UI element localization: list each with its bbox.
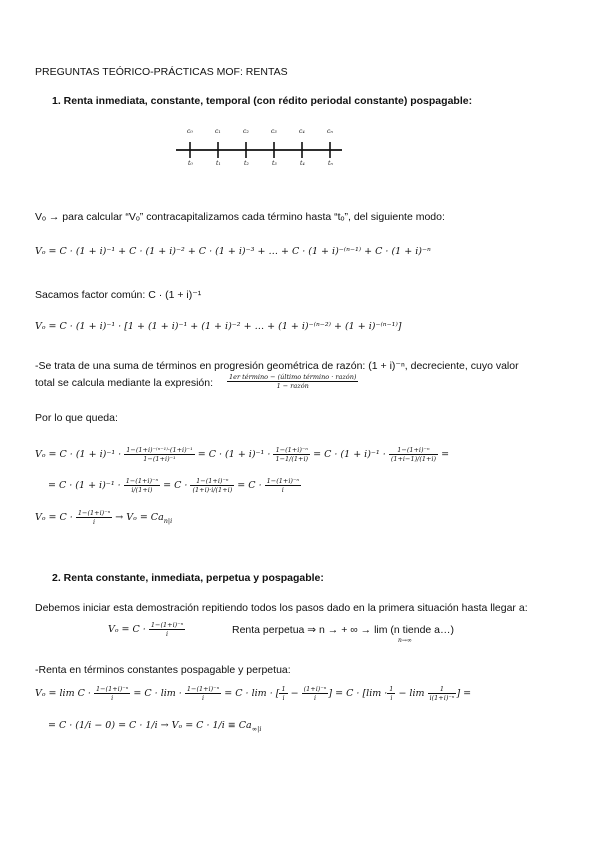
eq4-part-b: = C ·: [163, 480, 188, 491]
timeline-capital-2: c₂: [243, 128, 249, 135]
s2-eq-a-lhs: Vₒ = C ·: [108, 624, 146, 635]
timeline-diagram: [170, 124, 350, 174]
geo-text-2: total se calcula mediante la expresión:: [35, 377, 214, 389]
timeline-capital-0: c₀: [187, 128, 193, 135]
timeline-time-3: t₃: [272, 160, 277, 167]
eq5-subscript: n|i: [163, 516, 173, 525]
timeline-time-1: t₁: [216, 160, 221, 167]
s2-eq-b2: = C · lim ·: [133, 688, 182, 699]
eq5-part-b: → Vₒ = Ca: [115, 512, 164, 523]
eq5-frac: $\frac{\text{1−(1+i)⁻ⁿ}}{i}$: [77, 509, 111, 526]
eq3-part-b: = C · (1 + i)⁻¹ ·: [197, 449, 271, 460]
geo-text-1: -Se trata de una suma de términos en progresión geométrica de razón: (1 + i)⁻ⁿ, decreciente, cuyo valor: [35, 360, 519, 372]
perpetua-text: [232, 624, 454, 636]
eq3-frac-1: $\frac{\text{1−(1+i)⁻⁽ⁿ⁻¹⁾·(1+i)⁻¹}}{\text{1−(1+i)⁻¹}}$: [126, 446, 193, 463]
s2-eq-b-frac-4: $\frac{\text{(1+i)⁻ⁿ}}{i}$: [303, 685, 327, 702]
equation-5: [35, 509, 172, 526]
tends-text: (n tiende a…): [390, 624, 455, 636]
timeline-capital-1: c₁: [215, 128, 221, 135]
s2-eq-b-frac-1: $\frac{\text{1−(1+i)⁻ⁿ}}{i}$: [95, 685, 129, 702]
equation-3: [35, 446, 449, 463]
eq3-frac-2: $\frac{\text{1−(1+i)⁻ⁿ}}{1-1/(1+i)}$: [275, 446, 309, 463]
perpetua-label: Renta perpetua ⇒ n → + ∞ → lim: [232, 624, 388, 636]
section2-subheading: -Renta en términos constantes pospagable y perpetua:: [35, 664, 291, 676]
s2-eq-b-frac-3: $\frac{1}{i}$: [281, 685, 286, 702]
timeline-time-0: t₀: [188, 160, 193, 167]
geo-fraction-numerator: 1er término − (último término · razón): [229, 373, 357, 381]
eq3-part-a: Vₒ = C · (1 + i)⁻¹ ·: [35, 449, 122, 460]
section2-equation-c: [48, 720, 261, 733]
eq4-frac-3: $\frac{\text{1−(1+i)⁻ⁿ}}{i}$: [266, 477, 300, 494]
timeline-capital-4: c₄: [299, 128, 305, 135]
section2-equation-a: [108, 621, 185, 638]
s2-eq-b4: = C ·: [335, 688, 360, 699]
s2-eq-b1: Vₒ = lim C ·: [35, 688, 91, 699]
eq4-frac-1: $\frac{\text{1−(1+i)⁻ⁿ}}{i/(1+i)}$: [125, 477, 159, 494]
remains-text: Por lo que queda:: [35, 412, 118, 424]
geo-fraction-denominator: 1 − razón: [276, 382, 309, 390]
section2-equation-b: Vₒ = lim C · $\frac{\text{1−(1+i)⁻ⁿ}}{i}$ = C · lim · $\frac{\text{1−(1+i)⁻ⁿ}}{i}$ = C · lim · [ $\frac{1}{i}$ − $\frac{\text{(1+i)⁻ⁿ}}{i}$ ] = C · [lim · $\frac{1}{i}$ − lim $\frac{1}{\text{i(1+i)⁻ⁿ}}$ ] =: [35, 685, 472, 702]
timeline-capital-5: cₙ: [327, 128, 333, 135]
equation-1: Vₒ = C · (1 + i)⁻¹ + C · (1 + i)⁻² + C · (1 + i)⁻³ + … + C · (1 + i)⁻⁽ⁿ⁻¹⁾ + C · (1 + i)⁻ⁿ: [35, 246, 431, 257]
section2-heading: 2. Renta constante, inmediata, perpetua y pospagable:: [52, 572, 324, 584]
s2-eq-b-frac-2: $\frac{\text{1−(1+i)⁻ⁿ}}{i}$: [186, 685, 220, 702]
s2-eq-b-frac-6: $\frac{1}{\text{i(1+i)⁻ⁿ}}$: [429, 685, 455, 702]
eq4-frac-2: $\frac{\text{1−(1+i)⁻ⁿ}}{(1+i)\cdot i/(1+i)}$: [192, 477, 233, 494]
eq3-frac-3: $\frac{\text{1−(1+i)⁻ⁿ}}{(1+i-1)/(1+i)}$: [390, 446, 437, 463]
s2-eq-b5: =: [463, 688, 472, 699]
timeline-time-2: t₂: [244, 160, 249, 167]
s2-eq-c: = C · (1/i − 0) = C · 1/i → Vₒ = C · 1/i ≡ Ca: [48, 720, 252, 731]
s2-eq-b3: = C · lim ·: [224, 688, 273, 699]
eq3-part-c: = C · (1 + i)⁻¹ ·: [313, 449, 386, 460]
equation-4: [48, 477, 301, 494]
geo-fraction: [227, 373, 358, 390]
section1-intro: Vₒ → para calcular “Vₒ” contracapitalizamos cada término hasta “tₒ”, del siguiente modo:: [35, 211, 445, 223]
eq5-part-a: Vₒ = C ·: [35, 512, 73, 523]
factor-text: Sacamos factor común: C · (1 + i)⁻¹: [35, 289, 202, 301]
s2-eq-c-sub: ∞|i: [251, 724, 262, 733]
timeline-capital-3: c₃: [271, 128, 277, 135]
s2-eq-a-frac: $\frac{\text{1−(1+i)⁻ⁿ}}{i}$: [150, 621, 184, 638]
timeline-time-4: t₄: [300, 160, 305, 167]
s2-eq-b-frac-5: $\frac{1}{i}$: [389, 685, 394, 702]
eq3-end: =: [441, 449, 450, 460]
timeline-time-5: tₙ: [328, 160, 333, 167]
page-title: PREGUNTAS TEÓRICO-PRÁCTICAS MOF: RENTAS: [35, 66, 288, 78]
eq4-part-c: = C ·: [237, 480, 262, 491]
eq4-part-a: = C · (1 + i)⁻¹ ·: [48, 480, 121, 491]
section1-heading: 1. Renta inmediata, constante, temporal (con rédito periodal constante) pospagable:: [52, 95, 473, 107]
section2-intro: Debemos iniciar esta demostración repitiendo todos los pasos dado en la primera situación hasta llegar a:: [35, 602, 528, 614]
equation-2: Vₒ = C · (1 + i)⁻¹ · [1 + (1 + i)⁻¹ + (1 + i)⁻² + … + (1 + i)⁻⁽ⁿ⁻²⁾ + (1 + i)⁻⁽ⁿ⁻¹⁾]: [35, 321, 402, 332]
lim-subscript: n→∞: [398, 637, 412, 644]
